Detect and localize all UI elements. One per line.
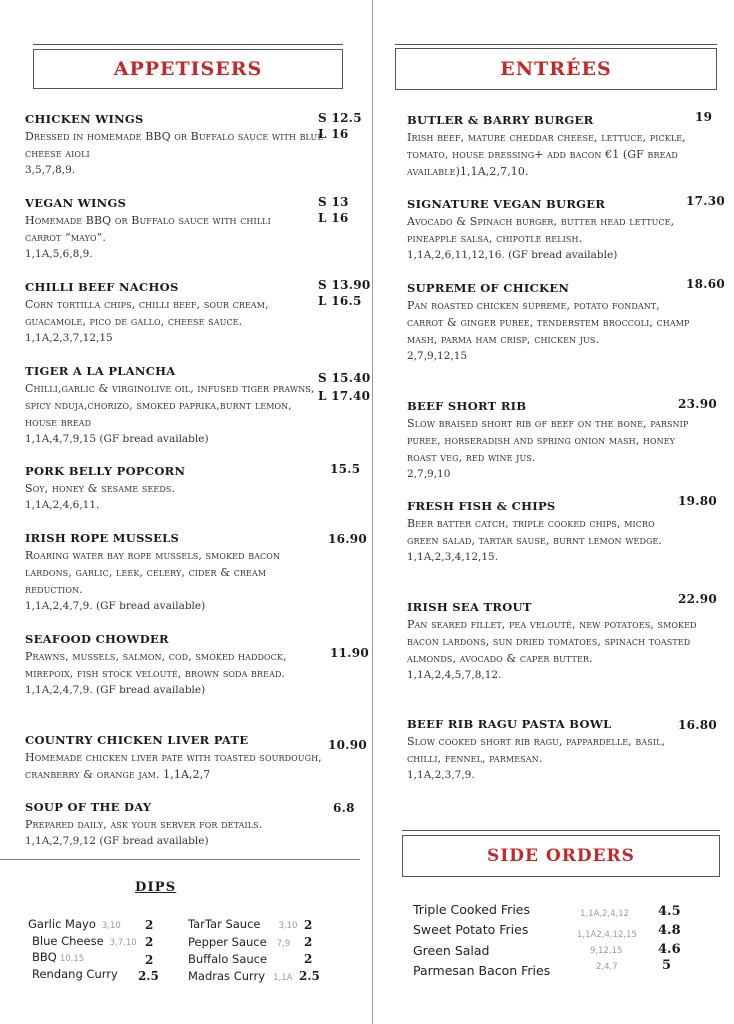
item-name: IRISH ROPE MUSSELS (25, 531, 180, 545)
side-item-name: Triple Cooked Fries (413, 902, 530, 917)
item-name: PORK BELLY POPCORN (25, 464, 186, 478)
entrees-heading: ENTRÉES (500, 58, 612, 80)
side-item-name: Green Salad (413, 943, 490, 958)
column-divider (372, 0, 373, 1024)
item-description: Avocado & Spinach burger, butter head lettuce, pineapple salsa, chipotle relish. (407, 215, 675, 245)
item-price-large: L 16 (318, 211, 349, 225)
item-description: Beer batter catch, triple cooked chips, micro green salad, tartar sause, burnt lemon wedge. (407, 517, 662, 547)
dip-item (28, 917, 121, 931)
item-name: CHICKEN WINGS (25, 112, 144, 126)
dip-name: Blue Cheese (32, 934, 104, 948)
item-allergens: 2,7,9,12,15 (407, 350, 468, 362)
item-name: BEEF SHORT RIB (407, 399, 527, 413)
dip-name: Pepper Sauce (188, 935, 267, 949)
dip-item (188, 969, 292, 983)
item-name: SEAFOOD CHOWDER (25, 632, 169, 646)
menu-item (407, 398, 702, 483)
item-price: 19.80 (678, 494, 718, 508)
item-description: Soy, honey & sesame seeds. (25, 482, 176, 495)
side-item-name: Parmesan Bacon Fries (413, 963, 551, 978)
item-price-small: S 13.90 (318, 278, 371, 292)
item-description: Homemade chicken liver pate with toasted sourdough, cranberry & orange jam. 1,1A,2,7 (25, 751, 322, 781)
item-allergens: 1,1A,4,7,9,15 (GF bread available) (25, 433, 209, 445)
item-price: 19 (695, 110, 713, 124)
side-orders-top-rule (402, 830, 720, 831)
item-price: 6.8 (333, 801, 355, 815)
item-description: Pan seared fillet, pea velouté, new potatoes, smoked bacon lardons, sun dried tomatoes, spinach toasted almonds, avocado & caper butter. (407, 618, 697, 665)
side-item-allergens: 2,4,7 (596, 962, 618, 972)
item-allergens: 1,1A,2,3,7,12,15 (25, 332, 113, 344)
item-allergens: 1,1A,5,6,8,9. (25, 248, 93, 260)
item-price: 17.30 (686, 194, 726, 208)
item-description: Slow cooked short rib ragu, pappardelle, basil, chilli, fennel, parmesan. (407, 735, 666, 765)
dip-item (188, 935, 290, 949)
menu-item (25, 111, 325, 179)
dip-name: TarTar Sauce (188, 917, 261, 931)
item-price: 11.90 (330, 646, 370, 660)
dip-price: 2 (304, 952, 313, 966)
menu-item (25, 799, 325, 850)
item-name: TIGER A LA PLANCHA (25, 364, 176, 378)
dip-allergens: 10,15 (59, 954, 85, 964)
item-allergens: 1,1A,2,7,9,12 (GF bread available) (25, 835, 209, 847)
item-price-small: S 15.40 (318, 371, 371, 385)
item-price: 15.5 (330, 462, 361, 476)
item-description: Prawns, mussels, salmon, cod, smoked haddock, mirepoix, fish stock velouté, brown soda bread. (25, 650, 287, 680)
side-item-allergens: 9,12,15 (590, 946, 623, 956)
side-item-price: 4.5 (658, 904, 681, 919)
dip-allergens: 3,7,10 (109, 938, 137, 948)
item-description: Pan roasted chicken supreme, potato fondant, carrot & ginger puree, tenderstem broccoli, champ mash, parma ham crisp, chicken jus. (407, 299, 690, 346)
appetisers-top-rule (33, 44, 343, 45)
menu-item (407, 112, 702, 180)
menu-item (407, 280, 692, 365)
item-allergens: 3,5,7,8,9. (25, 164, 76, 176)
item-price: 18.60 (686, 277, 726, 291)
item-price-large: L 16 (318, 127, 349, 141)
item-price-small: S 13 (318, 195, 349, 209)
item-allergens: 1,1A,2,6,11,12,16. (GF bread available) (407, 249, 618, 261)
item-name: SIGNATURE VEGAN BURGER (407, 197, 606, 211)
item-description: Slow braised short rib of beef on the bone, parsnip puree, horseradish and spring onion mash, honey roast veg, red wine jus. (407, 417, 689, 464)
item-name: SUPREME OF CHICKEN (407, 281, 570, 295)
menu-item (407, 716, 692, 784)
item-price: 22.90 (678, 592, 718, 606)
item-name: BUTLER & BARRY BURGER (407, 113, 594, 127)
item-name: COUNTRY CHICKEN LIVER PATE (25, 733, 249, 747)
side-item-price: 4.6 (658, 942, 681, 957)
item-name: IRISH SEA TROUT (407, 600, 532, 614)
item-price: 16.80 (678, 718, 718, 732)
item-allergens: 1,1A,2,4,6,11. (25, 499, 100, 511)
dip-allergens: 1,1A (273, 973, 293, 983)
item-description: Prepared daily, ask your server for details. (25, 818, 263, 831)
dip-name: BBQ (32, 950, 57, 964)
side-item-allergens: 1,1A2,4,12,15 (577, 930, 637, 940)
item-description: Irish beef, mature cheddar cheese, lettuce, pickle, tomato, house dressing+ add bacon €1 (GF bread available)1,1A,2,7,10. (407, 131, 686, 178)
item-allergens: 1,1A,2,3,7,9. (407, 769, 475, 781)
menu-item (407, 196, 682, 264)
menu-item (25, 463, 325, 514)
dip-item (32, 950, 84, 964)
side-orders-header (402, 835, 720, 877)
dip-item (188, 917, 297, 931)
item-description: Homemade BBQ or Buffalo sauce with chilli carrot “mayo”. (25, 214, 271, 244)
dip-item (32, 934, 137, 948)
dip-price: 2 (145, 935, 154, 949)
menu-item (407, 498, 682, 566)
item-description: Chilli,garlic & virginolive oil, infused tiger prawns, spicy nduja,chorizo, smoked paprika,burnt lemon, house bread (25, 382, 315, 429)
item-allergens: 2,7,9,10 (407, 468, 451, 480)
item-allergens: 1,1A,2,4,5,7,8,12. (407, 669, 502, 681)
item-description: Roaring water bay rope mussels, smoked bacon lardons, garlic, leek, celery, cider & cream reduction. (25, 549, 281, 596)
menu-item (25, 195, 295, 263)
item-name: VEGAN WINGS (25, 196, 127, 210)
dip-allergens: 3,10 (101, 921, 121, 931)
side-item-price: 4.8 (658, 923, 681, 938)
side-item-allergens: 1,1A,2,4,12 (580, 909, 630, 919)
menu-item (25, 631, 300, 699)
appetisers-header (33, 49, 343, 89)
item-price-small: S 12.5 (318, 111, 362, 125)
menu-item (25, 279, 325, 347)
item-price-large: L 17.40 (318, 389, 371, 403)
item-description: Corn tortilla chips, chilli beef, sour cream, guacamole, pico de gallo, cheese sauce. (25, 298, 269, 328)
item-name: SOUP OF THE DAY (25, 800, 152, 814)
item-price: 16.90 (328, 532, 368, 546)
item-price: 23.90 (678, 397, 718, 411)
item-name: FRESH FISH & CHIPS (407, 499, 556, 513)
menu-item (407, 599, 702, 684)
side-orders-heading: SIDE ORDERS (487, 846, 635, 866)
item-allergens: 1,1A,2,4,7,9. (GF bread available) (25, 684, 206, 696)
dip-allergens: 3,10 (278, 921, 298, 931)
item-allergens: 1,1A,2,3,4,12,15. (407, 551, 499, 563)
menu-item (25, 732, 325, 783)
side-item-name: Sweet Potato Fries (413, 922, 529, 937)
item-allergens: 1,1A,2,4,7,9. (GF bread available) (25, 600, 206, 612)
appetisers-heading: APPETISERS (113, 58, 263, 80)
dip-price: 2 (304, 935, 313, 949)
section-divider (0, 859, 360, 860)
entrees-header (395, 48, 717, 90)
item-price-large: L 16.5 (318, 294, 362, 308)
dip-price: 2.5 (138, 969, 159, 983)
dip-price: 2 (145, 918, 154, 932)
dip-item (32, 967, 118, 981)
dip-price: 2 (304, 918, 313, 932)
menu-item (25, 363, 315, 448)
dip-allergens: 7,9 (276, 939, 291, 949)
side-item-price: 5 (662, 958, 672, 973)
item-name: BEEF RIB RAGU PASTA BOWL (407, 717, 612, 731)
dip-name: Buffalo Sauce (188, 952, 268, 966)
item-name: CHILLI BEEF NACHOS (25, 280, 179, 294)
menu-item (25, 530, 325, 615)
dip-name: Garlic Mayo (28, 917, 96, 931)
dip-name: Madras Curry (188, 969, 266, 983)
dip-price: 2 (145, 953, 154, 967)
entrees-top-rule (395, 44, 717, 45)
item-price: 10.90 (328, 738, 368, 752)
dip-item (188, 952, 267, 966)
dip-name: Rendang Curry (32, 967, 118, 981)
dips-heading: DIPS (135, 880, 177, 895)
item-description: Dressed in homemade BBQ or Buffalo sauce with blue cheese aioli (25, 130, 324, 160)
dip-price: 2.5 (299, 969, 320, 983)
